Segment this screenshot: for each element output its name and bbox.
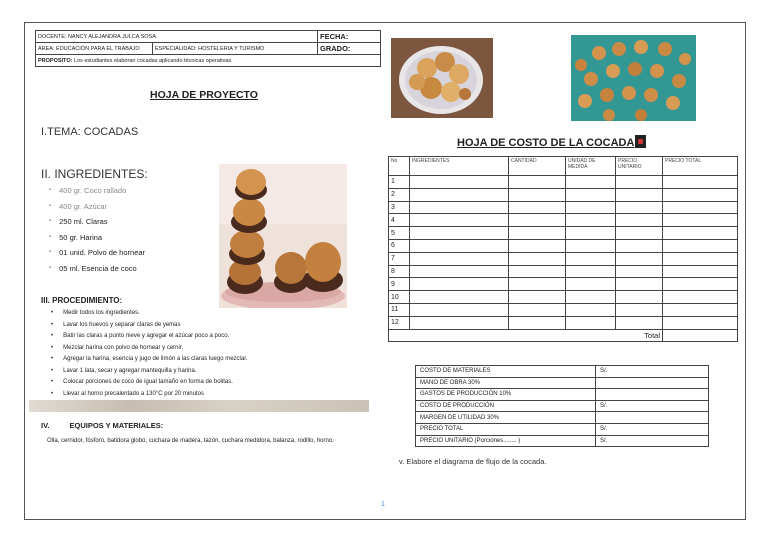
column-header: CANTIDAD — [509, 157, 566, 176]
summary-label: COSTO DE PRODUCCIÓN — [416, 400, 596, 412]
row-number: 7 — [389, 252, 410, 265]
procedimiento-heading: III. PROCEDIMIENTO: — [41, 296, 123, 305]
school-logo-icon — [635, 135, 646, 148]
total-row — [389, 329, 738, 342]
row-number: 12 — [389, 316, 410, 329]
table-row — [416, 412, 709, 424]
total-label: Total — [616, 329, 663, 342]
column-header: PRECIO UNITARIO — [616, 157, 663, 176]
list-item: ▪ 400 gr. Coco rallado — [49, 183, 145, 199]
column-header: UNIDAD DE MEDIDA — [566, 157, 616, 176]
list-item: ▪ 01 unid. Polvo de hornear — [49, 245, 145, 261]
table-row — [389, 214, 738, 227]
table-row — [416, 389, 709, 401]
summary-value: S/. — [596, 435, 709, 447]
list-item: ▪ 250 ml. Claras — [49, 214, 145, 230]
tema-heading: I.TEMA: COCADAS — [41, 126, 139, 138]
table-row — [389, 252, 738, 265]
table-row — [389, 188, 738, 201]
fecha-label: FECHA: — [318, 31, 381, 43]
row-number: 10 — [389, 291, 410, 304]
column-header: PRECIO TOTAL — [663, 157, 738, 176]
bowl-cocadas-photo — [391, 38, 493, 118]
summary-value — [596, 389, 709, 401]
column-header: No — [389, 157, 410, 176]
table-row — [389, 239, 738, 252]
ingredientes-heading: II. INGREDIENTES: — [41, 167, 148, 181]
summary-value — [596, 412, 709, 424]
table-row — [389, 265, 738, 278]
cost-sheet-title — [457, 135, 646, 149]
proposito-text: Los estudiantes elaboran cocadas aplicando técnicas operativas. — [73, 57, 233, 64]
table-row — [389, 227, 738, 240]
table-row — [416, 377, 709, 389]
summary-label: PRECIO UNITARIO (Porciones........ ) — [416, 435, 596, 447]
summary-label: MANO DE OBRA 30% — [416, 377, 596, 389]
project-title: HOJA DE PROYECTO — [150, 89, 258, 101]
table-row — [416, 366, 709, 378]
table-row — [389, 201, 738, 214]
list-item: • Medir todos los ingredientes. — [51, 308, 248, 320]
row-number: 11 — [389, 303, 410, 316]
ingredientes-list — [49, 183, 145, 276]
decorative-image-strip — [29, 400, 369, 412]
table-row — [416, 400, 709, 412]
equipos-number: IV. — [41, 421, 50, 430]
table-row — [389, 303, 738, 316]
row-number: 3 — [389, 201, 410, 214]
list-item: • Lavar los huevos y separar claras de yemas — [51, 320, 248, 332]
list-item: • Batir las claras a punto nieve y agregar el azúcar poco a poco. — [51, 331, 248, 343]
column-header: INGREDIENTES — [410, 157, 509, 176]
stacked-cocadas-photo — [219, 164, 347, 308]
list-item: • Agregar la harina, esencia y jugo de limón a las claras luego mezclar. — [51, 354, 248, 366]
table-row — [416, 423, 709, 435]
row-number: 1 — [389, 176, 410, 189]
tray-cocadas-photo — [571, 35, 696, 121]
list-item: • Lavar 1 lata, secar y agregar mantequilla y harina. — [51, 366, 248, 378]
summary-value: S/. — [596, 400, 709, 412]
list-item: ▪ 50 gr. Harina — [49, 230, 145, 246]
docente-cell: DOCENTE: NANCY ALEJANDRA JULCA SOSA — [36, 31, 318, 43]
list-item: ▪ 400 gr. Azúcar — [49, 199, 145, 215]
table-row — [389, 278, 738, 291]
list-item: • Colocar porciones de coco de igual tamaño en forma de bolitas. — [51, 377, 248, 389]
area-cell: ÁREA: EDUCACIÓN PARA EL TRABAJO — [36, 43, 153, 55]
summary-label: GASTOS DE PRODUCCIÓN 10% — [416, 389, 596, 401]
list-item: ▪ 05 ml. Esencia de coco — [49, 261, 145, 277]
document-page — [24, 22, 746, 520]
row-number: 8 — [389, 265, 410, 278]
summary-label: PRECIO TOTAL — [416, 423, 596, 435]
table-row — [389, 291, 738, 304]
proposito-label: PROPOSITO: — [38, 57, 73, 64]
summary-value: S/. — [596, 423, 709, 435]
table-row — [389, 316, 738, 329]
list-item: • Llevar al horno precalentado a 130°C por 20 minutos — [51, 389, 248, 401]
flowchart-instruction: v. Elabore el diagrama de flujo de la cocada. — [399, 457, 547, 466]
cost-table — [388, 156, 738, 342]
grado-label: GRADO: — [318, 43, 381, 55]
summary-label: COSTO DE MATERIALES — [416, 366, 596, 378]
cost-sheet-title-text: HOJA DE COSTO DE LA COCADA — [457, 137, 635, 149]
equipos-title: EQUIPOS Y MATERIALES: — [69, 421, 164, 430]
proposito-cell — [36, 55, 381, 67]
especialidad-cell: ESPECIALIDAD: HOSTELERIA Y TURISMO — [153, 43, 318, 55]
list-item: • Mezclar harina con polvo de hornear y cernir. — [51, 343, 248, 355]
summary-table — [415, 365, 709, 447]
page-number: 1 — [381, 501, 385, 508]
equipos-text: Olla, cernidor, fósforo, batidora globo, cuchara de madera, tazón, cuchara medidora, balanza, rodillo, horno. — [47, 438, 334, 444]
row-number: 5 — [389, 227, 410, 240]
procedimiento-list — [51, 308, 248, 400]
equipos-heading — [41, 421, 163, 430]
row-number: 4 — [389, 214, 410, 227]
table-row — [416, 435, 709, 447]
row-number: 9 — [389, 278, 410, 291]
summary-value — [596, 377, 709, 389]
summary-label: MARGEN DE UTILIDAD 30% — [416, 412, 596, 424]
table-row — [389, 176, 738, 189]
table-header-row — [389, 157, 738, 176]
header-table — [35, 30, 381, 67]
row-number: 6 — [389, 239, 410, 252]
summary-value: S/. — [596, 366, 709, 378]
row-number: 2 — [389, 188, 410, 201]
